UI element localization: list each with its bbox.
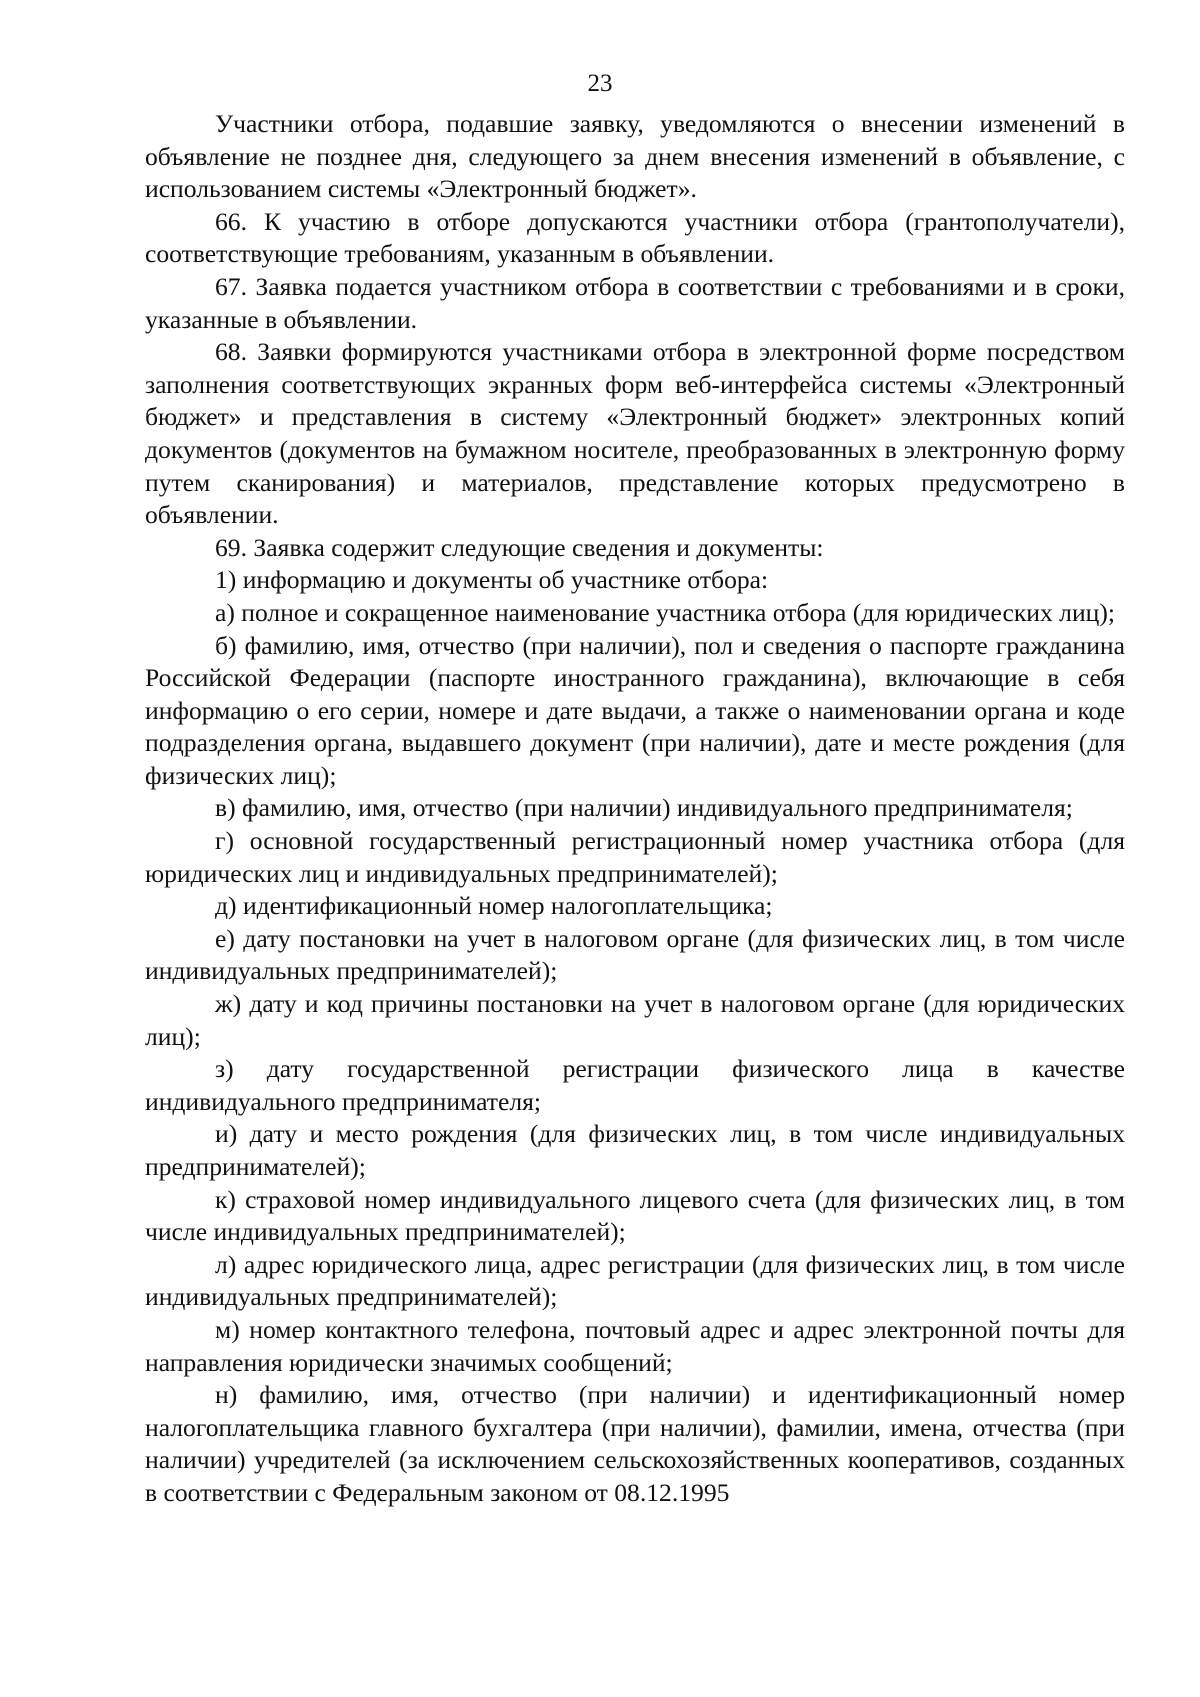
list-item-zh: ж) дату и код причины постановки на учет в налоговом органе (для юридических лиц); <box>145 989 1125 1051</box>
list-item-v: в) фамилию, имя, отчество (при наличии) индивидуального предпринимателя; <box>215 793 1073 823</box>
list-item-i: и) дату и место рождения (для физических лиц, в том числе индивидуальных предпринимателей); <box>145 1119 1125 1181</box>
list-item-n: н) фамилию, имя, отчество (при наличии) и идентификационный номер налогоплательщика главного бухгалтера (при наличии), фамилии, имена, отчества (при наличии) учредителей (за исключением сельскохозяйственных кооперативов, созданных в соответствии с Федеральным законом от 08.12.1995 <box>145 1380 1125 1507</box>
list-item-l: л) адрес юридического лица, адрес регистрации (для физических лиц, в том числе индивидуальных предпринимателей); <box>145 1249 1125 1312</box>
list-item-z: з) дату государственной регистрации физического лица в качестве индивидуального предпринимателя; <box>145 1054 1125 1116</box>
list-item-m: м) номер контактного телефона, почтовый адрес и адрес электронной почты для направления юридически значимых сообщений; <box>145 1314 1125 1377</box>
list-item-k: к) страховой номер индивидуального лицевого счета (для физических лиц, в том числе индивидуальных предпринимателей); <box>145 1184 1125 1247</box>
paragraph-67: 67. Заявка подается участником отбора в соответствии с требованиями и в сроки, указанные в объявлении. <box>145 271 1125 334</box>
list-item-a: а) полное и сокращенное наименование участника отбора (для юридических лиц); <box>215 597 1115 627</box>
list-item-d: д) идентификационный номер налогоплательщика; <box>215 891 773 921</box>
paragraph-68: 68. Заявки формируются участниками отбора в электронной форме посредством заполнения соответствующих экранных форм веб-интерфейса системы «Электронный бюджет» и представления в систему «Электронный бюджет» электронных копий документов (документов на бумажном носителе, преобразованных в электронную форму путем сканирования) и материалов, представление которых предусмотрено в объявлении. <box>145 337 1125 530</box>
page-body <box>145 108 1125 1510</box>
paragraph-69: 69. Заявка содержит следующие сведения и документы: <box>215 532 824 562</box>
paragraph-notification-of-changes: Участники отбора, подавшие заявку, уведомляются о внесении изменений в объявление не позднее дня, следующего за днем внесения изменений в объявление, с использованием системы «Электронный бюджет». <box>145 109 1125 204</box>
paragraph-66: 66. К участию в отборе допускаются участники отбора (грантополучатели), соответствующие требованиям, указанным в объявлении. <box>145 206 1125 269</box>
list-item-g: г) основной государственный регистрационный номер участника отбора (для юридических лиц и индивидуальных предпринимателей); <box>145 826 1125 888</box>
list-item-e: е) дату постановки на учет в налоговом органе (для физических лиц, в том числе индивидуальных предпринимателей); <box>145 923 1125 986</box>
list-item-b: б) фамилию, имя, отчество (при наличии), пол и сведения о паспорте гражданина Российской Федерации (паспорте иностранного гражданина), включающие в себя информацию о его серии, номере и дате выдачи, а также о наименовании органа и коде подразделения органа, выдавшего документ (при наличии), дате и месте рождения (для физических лиц); <box>145 630 1125 790</box>
page-number: 23 <box>587 70 613 97</box>
list-item-1: 1) информацию и документы об участнике отбора: <box>215 565 769 595</box>
